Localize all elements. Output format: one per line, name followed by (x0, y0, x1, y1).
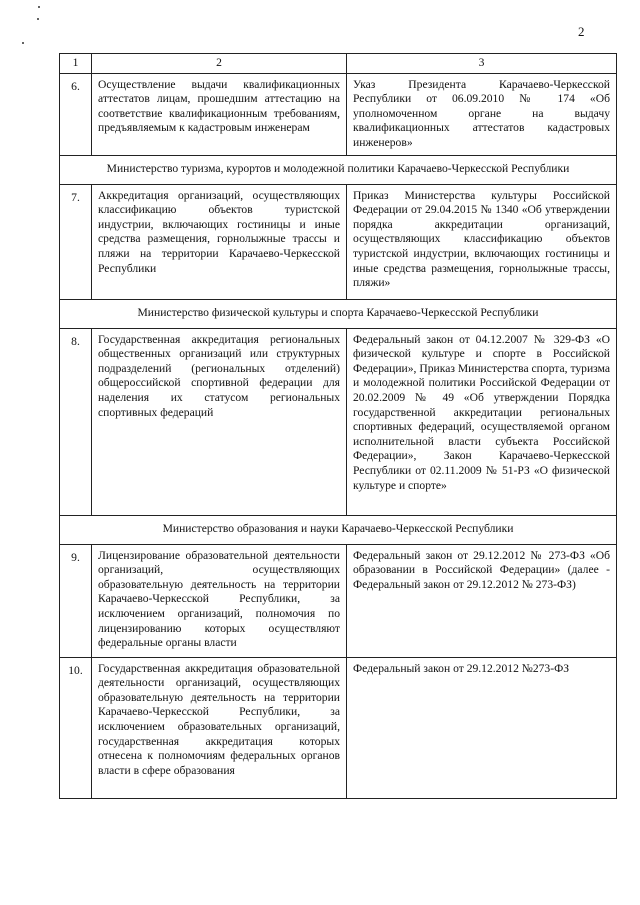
column-header: 3 (347, 54, 617, 74)
scan-artifact (37, 18, 39, 20)
table-row (60, 544, 617, 657)
row-number: 9. (60, 544, 92, 657)
row-number: 6. (60, 73, 92, 155)
services-table (59, 53, 617, 799)
row-number: 7. (60, 184, 92, 299)
section-title: Министерство туризма, курортов и молодежной политики Карачаево-Черкесской Республики (60, 155, 617, 184)
service-name: Аккредитация организаций, осуществляющих классификацию объектов туристской индустрии, включающих гостиницы и иные средства размещения, горнолыжные трассы и пляжи на территории Карачаево-Черкесской Республики (92, 184, 347, 299)
table-row (60, 184, 617, 299)
table-row (60, 328, 617, 515)
legal-basis: Федеральный закон от 04.12.2007 № 329-ФЗ «О физической культуре и спорте в Российской Федерации», Приказ Министерства спорта, туризма и молодежной политики Российской Федерации от 20.02.2009 № 49 «Об утверждении Порядка государственной аккредитации региональных спортивных федераций, осуществляемой органом исполнительной власти субъекта Российской Федерации», Закон Карачаево-Черкесской Республики от 02.11.2009 № 51-РЗ «О физической культуре и спорте» (347, 328, 617, 515)
legal-basis: Указ Президента Карачаево-Черкесской Республики от 06.09.2010 № 174 «Об уполномоченном органе на выдачу квалификационных аттестатов кадастровых инженеров» (347, 73, 617, 155)
section-row (60, 299, 617, 328)
legal-basis: Федеральный закон от 29.12.2012 № 273-ФЗ «Об образовании в Российской Федерации» (далее - Федеральный закон от 29.12.2012 № 273-ФЗ) (347, 544, 617, 657)
section-title: Министерство образования и науки Карачаево-Черкесской Республики (60, 515, 617, 544)
scan-artifact (22, 42, 24, 44)
service-name: Государственная аккредитация региональных общественных организаций или структурных подразделений (региональных отделений) общероссийской спортивной федерации для наделения их статусом региональных спортивных федераций (92, 328, 347, 515)
row-number: 10. (60, 657, 92, 798)
header-row (60, 54, 617, 74)
service-name: Осуществление выдачи квалификационных аттестатов лицам, прошедшим аттестацию на соответствие квалификационным требованиям, предъявляемым к кадастровым инженерам (92, 73, 347, 155)
page-number: 2 (578, 24, 585, 39)
table-row (60, 73, 617, 155)
legal-basis: Федеральный закон от 29.12.2012 №273-ФЗ (347, 657, 617, 798)
scan-artifact (38, 6, 40, 8)
service-name: Государственная аккредитация образовательной деятельности организаций, осуществляющих образовательную деятельность на территории Карачаево-Черкесской Республики, за исключением образовательных организаций, государственная аккредитация которых отнесена к полномочиям федеральных органов власти в сфере образования (92, 657, 347, 798)
section-row (60, 515, 617, 544)
section-row (60, 155, 617, 184)
column-header: 2 (92, 54, 347, 74)
column-header: 1 (60, 54, 92, 74)
service-name: Лицензирование образовательной деятельности организаций, осуществляющих образовательную деятельность на территории Карачаево-Черкесской Республики, за исключением организаций, полномочия по лицензированию которых осуществляют федеральные органы власти (92, 544, 347, 657)
legal-basis: Приказ Министерства культуры Российской Федерации от 29.04.2015 № 1340 «Об утверждении порядка аккредитации организаций, осуществляющих классификацию объектов туристской индустрии, включающих гостиницы и иные средства размещения, горнолыжные трассы, пляжи» (347, 184, 617, 299)
table-row (60, 657, 617, 798)
row-number: 8. (60, 328, 92, 515)
section-title: Министерство физической культуры и спорта Карачаево-Черкесской Республики (60, 299, 617, 328)
